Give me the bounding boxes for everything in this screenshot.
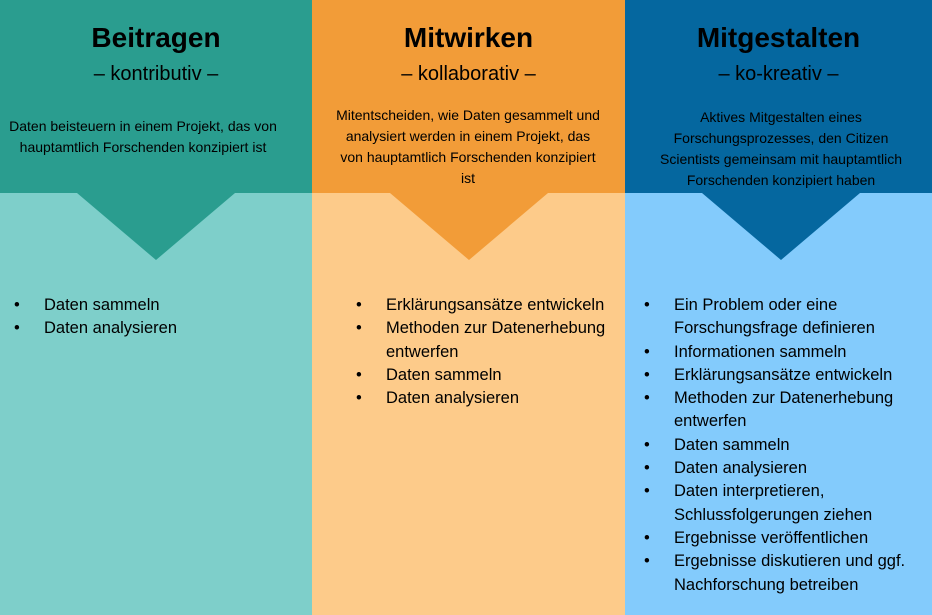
list-item: • Daten sammeln	[644, 434, 926, 457]
column-subtitle: – ko-kreativ –	[718, 63, 839, 85]
column-title: Mitwirken	[403, 22, 534, 53]
list-item: • Methoden zur Datenerhebung entwerfen	[356, 317, 608, 364]
list-item: • Erklärungsansätze entwickeln	[644, 364, 926, 387]
column-beitragen	[0, 0, 312, 615]
list-item: • Informationen sammeln	[644, 341, 926, 364]
list-item: • Ergebnisse veröffentlichen	[644, 527, 926, 550]
activity-list	[644, 294, 926, 597]
column-subtitle: – kollaborativ –	[401, 63, 536, 85]
list-item: • Erklärungsansätze entwickeln	[356, 294, 608, 317]
column-title: Mitgestalten	[696, 22, 861, 53]
list-item: • Methoden zur Datenerhebung entwerfen	[644, 387, 926, 434]
list-item: • Daten analysieren	[14, 317, 304, 340]
list-item: • Daten sammeln	[356, 364, 608, 387]
list-item: • Daten analysieren	[356, 387, 608, 410]
column-subtitle: – kontributiv –	[93, 63, 219, 85]
column-description: Aktives Mitgestalten eines Forschungsprozesses, den Citizen Scientists gemeinsam mit hauptamtlich Forschenden konzipiert haben	[660, 109, 902, 188]
column-description: Mitentscheiden, wie Daten gesammelt und analysiert werden in einem Projekt, das von hauptamtlich Forschenden konzipiert ist	[336, 107, 600, 186]
list-item: • Daten interpretieren, Schlussfolgerungen ziehen	[644, 480, 926, 527]
column-mitwirken	[312, 0, 625, 615]
list-item: • Ein Problem oder eine Forschungsfrage definieren	[644, 294, 926, 341]
activity-list	[356, 294, 608, 410]
column-description: Daten beisteuern in einem Projekt, das von hauptamtlich Forschenden konzipiert ist	[9, 118, 277, 155]
list-item: • Ergebnisse diskutieren und ggf. Nachforschung betreiben	[644, 550, 926, 597]
column-mitgestalten	[625, 0, 932, 615]
column-title: Beitragen	[91, 22, 221, 53]
activity-list	[14, 294, 304, 341]
list-item: • Daten sammeln	[14, 294, 304, 317]
list-item: • Daten analysieren	[644, 457, 926, 480]
